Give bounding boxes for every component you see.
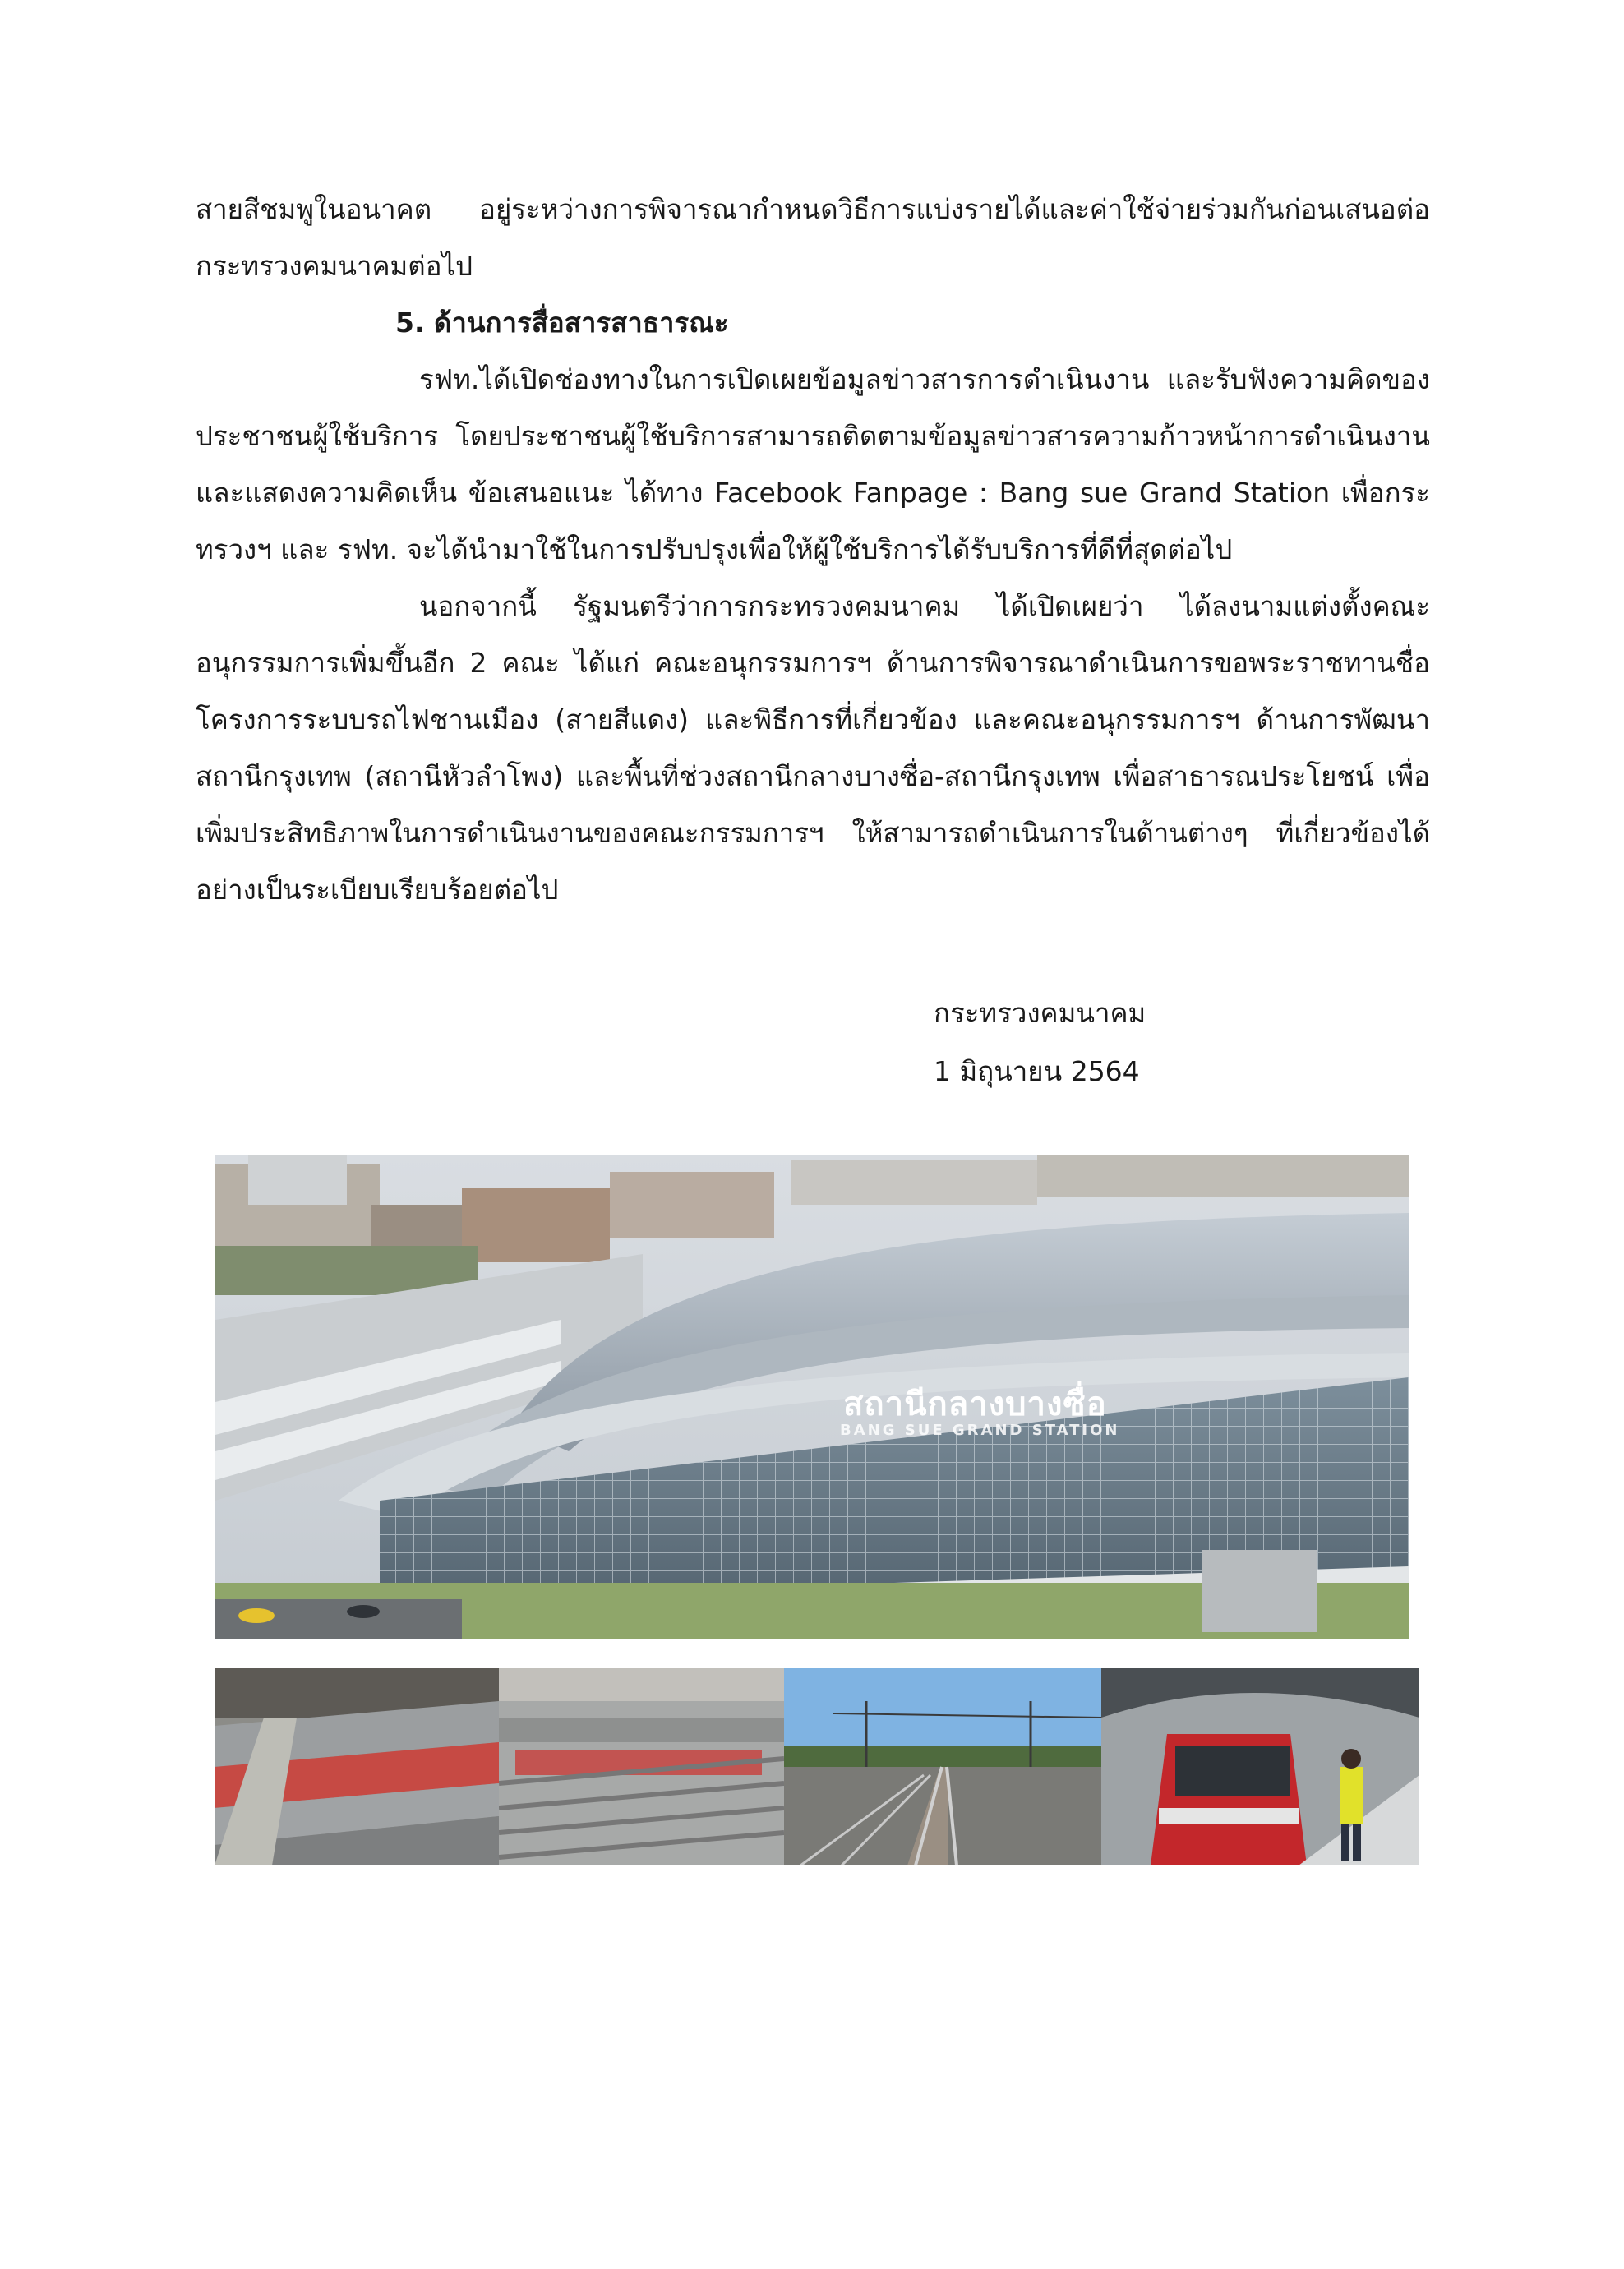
station-sign-thai: สถานีกลางบางซื่อ [843,1386,1107,1423]
paragraph-subcommittees: นอกจากนี้ รัฐมนตรีว่าการกระทรวงคมนาคม ได้เปิดเผยว่า ได้ลงนามแต่งตั้งคณะอนุกรรมการเพิ่มขึ้นอีก 2 คณะ ได้แก่ คณะอนุกรรมการฯ ด้านการพิจารณาดำเนินการขอพระราชทานชื่อโครงการระบบรถไฟชานเมือง (สายสีแดง) และพิธีการที่เกี่ยวข้อง และคณะอนุกรรมการฯ ด้านการพัฒนาสถานีกรุงเทพ (สถานีหัวลำโพง) และพื้นที่ช่วงสถานีกลางบางซื่อ-สถานีกรุงเทพ เพื่อสาธารณประโยชน์ เพื่อเพิ่มประสิทธิภาพในการดำเนินงานของคณะกรรมการฯ ให้สามารถดำเนินการในด้านต่างๆ ที่เกี่ยวข้องได้อย่างเป็นระเบียบเรียบร้อยต่อไป [196,590,1430,906]
red-line-train-photo [1101,1668,1419,1865]
depot-tracks-photo [215,1668,499,1865]
signature-block [934,984,1146,1100]
railway-track-photo [784,1668,1101,1865]
paragraph-public-communication: รฟท.ได้เปิดช่องทางในการเปิดเผยข้อมูลข่าวสารการดำเนินงาน และรับฟังความคิดของประชาชนผู้ใช้บริการ โดยประชาชนผู้ใช้บริการสามารถติดตามข้อมูลข่าวสารความก้าวหน้าการดำเนินงานและแสดงความคิดเห็น ข้อเสนอแนะ ได้ทาง Facebook Fanpage : Bang sue Grand Station เพื่อกระทรวงฯ และ รฟท. จะได้นำมาใช้ในการปรับปรุงเพื่อให้ผู้ใช้บริการได้รับบริการที่ดีที่สุดต่อไป [196,363,1430,565]
body-text [196,181,1430,918]
paragraph-continuation: สายสีชมพูในอนาคต อยู่ระหว่างการพิจารณากำหนดวิธีการแบ่งรายได้และค่าใช้จ่ายร่วมกันก่อนเสนอต่อกระทรวงคมนาคมต่อไป [196,193,1430,282]
station-main-photo [215,1155,1409,1639]
station-sign-english: BANG SUE GRAND STATION [840,1422,1120,1439]
signature-organization: กระทรวงคมนาคม [934,997,1146,1029]
parked-trains-photo [499,1668,784,1865]
signature-date: 1 มิถุนายน 2564 [934,1055,1140,1087]
station-aerial-image [215,1155,1409,1639]
photo-strip [215,1668,1419,1865]
section-heading: 5. ด้านการสื่อสารสาธารณะ [395,307,729,339]
